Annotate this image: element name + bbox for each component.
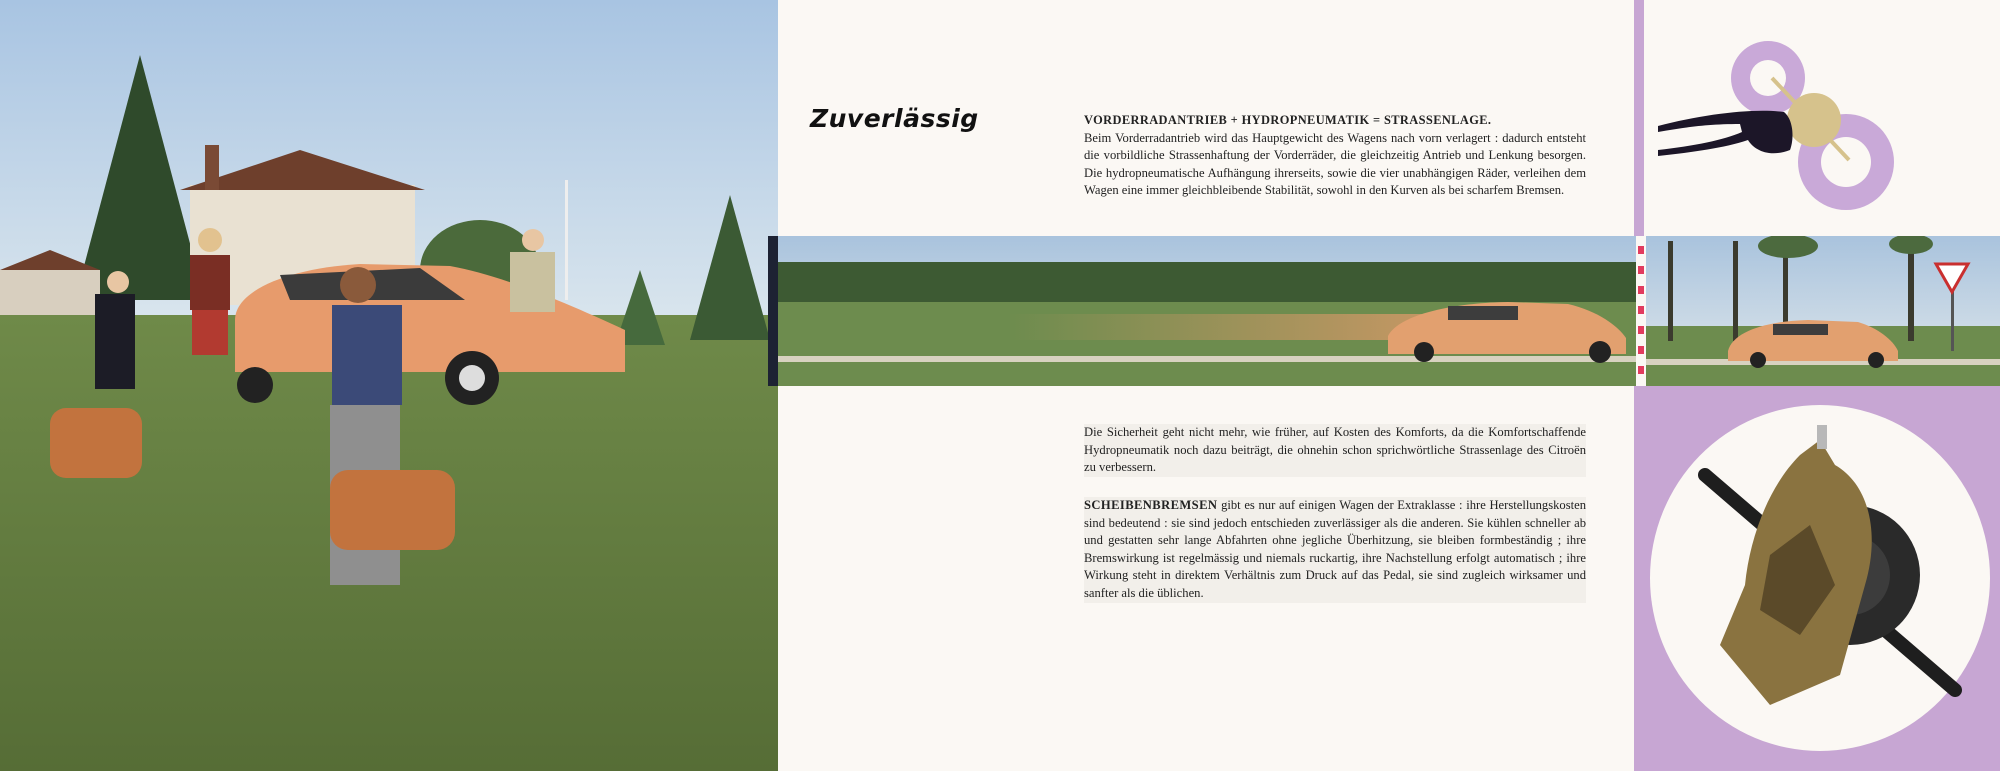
page-title: Zuverlässig xyxy=(810,104,979,133)
block-heading: VORDERRADANTRIEB + HYDROPNEUMATIK = STRASSENLAGE. xyxy=(1084,113,1492,127)
block-body: gibt es nur auf einigen Wagen der Extraklasse : ihre Herstellungskosten sind bedeutend : sie sind jedoch entschieden zuverlässiger als die anderen. Sie kühlen schneller ab und gestatten sehr lange Abfahrten ohne jegliche Überhitzung, sie bleiben formbeständig ; ihre Bremswirkung ist regelmässig und niemals ruckartig, ihre Nachstellung erfolgt automatisch ; ihre Wirkung steht in direktem Verhältnis zum Druck auf das Pedal, sie sind zugleich wirksamer und sanfter als die üblichen. xyxy=(1084,498,1587,600)
block-heading: SCHEIBENBREMSEN xyxy=(1084,498,1218,512)
pliers-icon xyxy=(1644,0,2000,236)
text-block-comfort xyxy=(1084,424,1586,477)
block-body: Beim Vorderradantrieb wird das Hauptgewicht des Wagens nach vorn verlagert : dadurch entsteht die vorbildliche Strassenhaftung der Vorderräder, die gleichzeitig Antrieb und Lenkung besorgen. Die hydropneumatische Aufhängung ihrerseits, sowie die vier unabhängigen Räder, verleihen dem Wagen eine immer gleichbleibende Stabilität, sowohl in den Kurven als bei scharfem Bremsen. xyxy=(1084,130,1586,198)
disc-brake-icon xyxy=(1650,405,1990,751)
lavender-strip xyxy=(1634,0,1644,236)
family-lawn-photo xyxy=(0,0,778,771)
motion-car-banner xyxy=(768,236,2000,386)
flagpole xyxy=(565,180,568,300)
pliers-illustration-panel xyxy=(1644,0,2000,236)
block-body: Die Sicherheit geht nicht mehr, wie früher, auf Kosten des Komforts, da die Komfortschaffende Hydropneumatik noch dazu beiträgt, die ohnehin schon sprichwörtliche Strassenlage des Citroën zu verbessern. xyxy=(1084,425,1586,475)
disc-brake-photo xyxy=(1650,405,1990,751)
text-block-disc-brakes xyxy=(1084,497,1586,603)
text-block-front-wheel-drive xyxy=(1084,112,1586,200)
